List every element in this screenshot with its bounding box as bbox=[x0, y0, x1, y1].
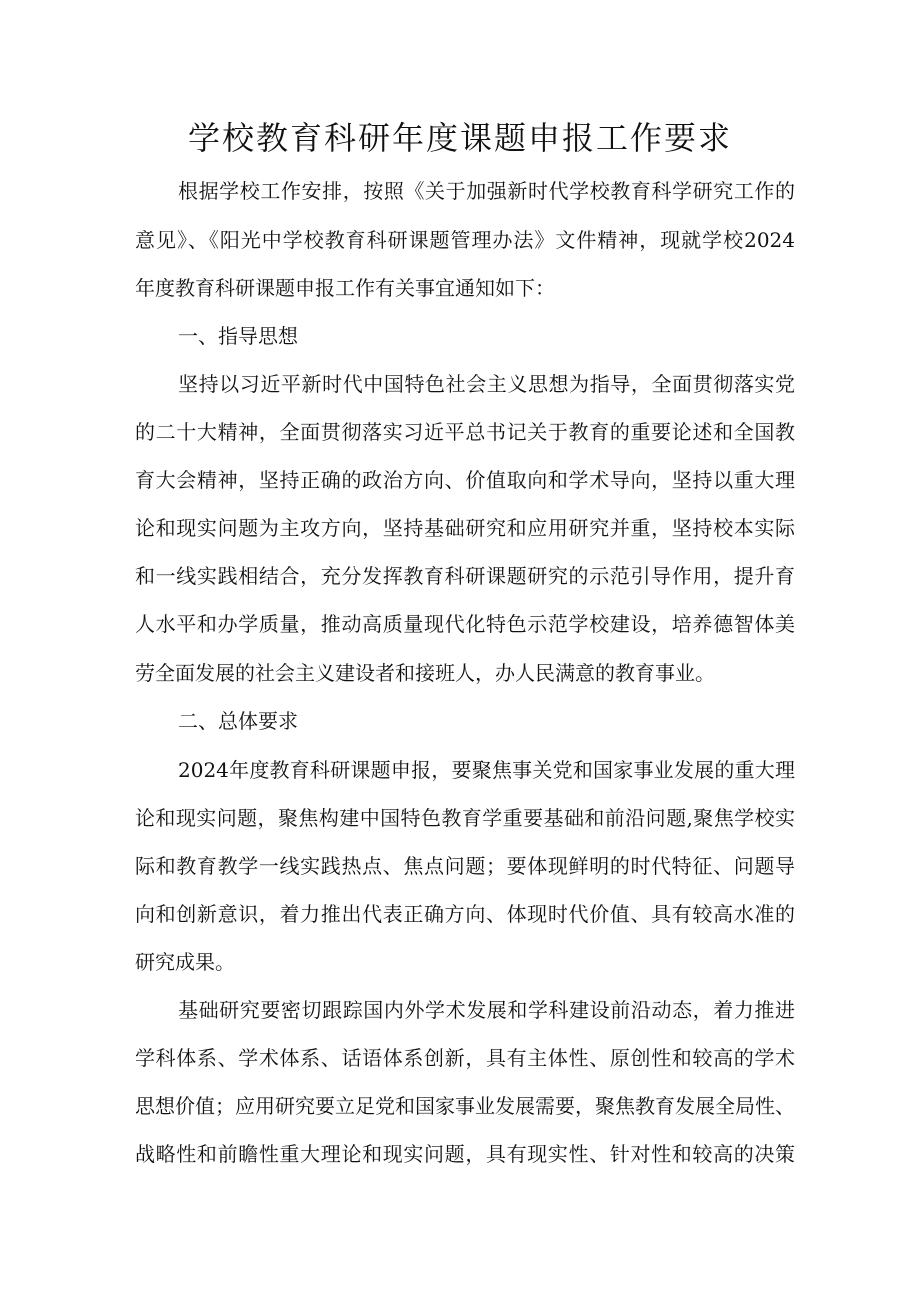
document-title: 学校教育科研年度课题申报工作要求 bbox=[187, 119, 732, 157]
paragraph-line: 研究成果。 bbox=[135, 950, 235, 974]
paragraph-line: 思想价值；应用研究要立足党和国家事业发展需要，聚焦教育发展全局性、 bbox=[135, 1094, 795, 1118]
paragraph-line: 意见》、《阳光中学校教育科研课题管理办法》文件精神，现就学校2024 bbox=[135, 228, 795, 252]
section-heading: 二、总体要求 bbox=[178, 709, 298, 733]
paragraph-line: 年度教育科研课题申报工作有关事宜通知如下： bbox=[135, 276, 555, 300]
paragraph-line: 2024年度教育科研课题申报，要聚焦事关党和国家事业发展的重大理 bbox=[178, 758, 795, 782]
paragraph-line: 育大会精神，坚持正确的政治方向、价值取向和学术导向，坚持以重大理 bbox=[135, 468, 795, 492]
paragraph-line: 劳全面发展的社会主义建设者和接班人，办人民满意的教育事业。 bbox=[135, 661, 715, 685]
paragraph-line: 际和教育教学一线实践热点、焦点问题；要体现鲜明的时代特征、问题导 bbox=[135, 854, 795, 878]
paragraph-line: 人水平和办学质量，推动高质量现代化特色示范学校建设，培养德智体美 bbox=[135, 612, 795, 636]
paragraph-line: 论和现实问题，聚焦构建中国特色教育学重要基础和前沿问题,聚焦学校实 bbox=[135, 806, 795, 830]
section-heading: 一、指导思想 bbox=[178, 324, 298, 348]
paragraph-line: 根据学校工作安排，按照《关于加强新时代学校教育科学研究工作的 bbox=[178, 179, 795, 203]
paragraph-line: 战略性和前瞻性重大理论和现实问题，具有现实性、针对性和较高的决策 bbox=[135, 1142, 795, 1166]
paragraph-line: 和一线实践相结合，充分发挥教育科研课题研究的示范引导作用，提升育 bbox=[135, 564, 795, 588]
paragraph-line: 向和创新意识，着力推出代表正确方向、体现时代价值、具有较高水准的 bbox=[135, 902, 795, 926]
paragraph-line: 基础研究要密切跟踪国内外学术发展和学科建设前沿动态，着力推进 bbox=[178, 998, 795, 1022]
paragraph-line: 的二十大精神，全面贯彻落实习近平总书记关于教育的重要论述和全国教 bbox=[135, 420, 795, 444]
paragraph-line: 坚持以习近平新时代中国特色社会主义思想为指导，全面贯彻落实党 bbox=[178, 372, 795, 396]
paragraph-line: 论和现实问题为主攻方向，坚持基础研究和应用研究并重，坚持校本实际 bbox=[135, 516, 795, 540]
paragraph-line: 学科体系、学术体系、话语体系创新，具有主体性、原创性和较高的学术 bbox=[135, 1046, 795, 1070]
